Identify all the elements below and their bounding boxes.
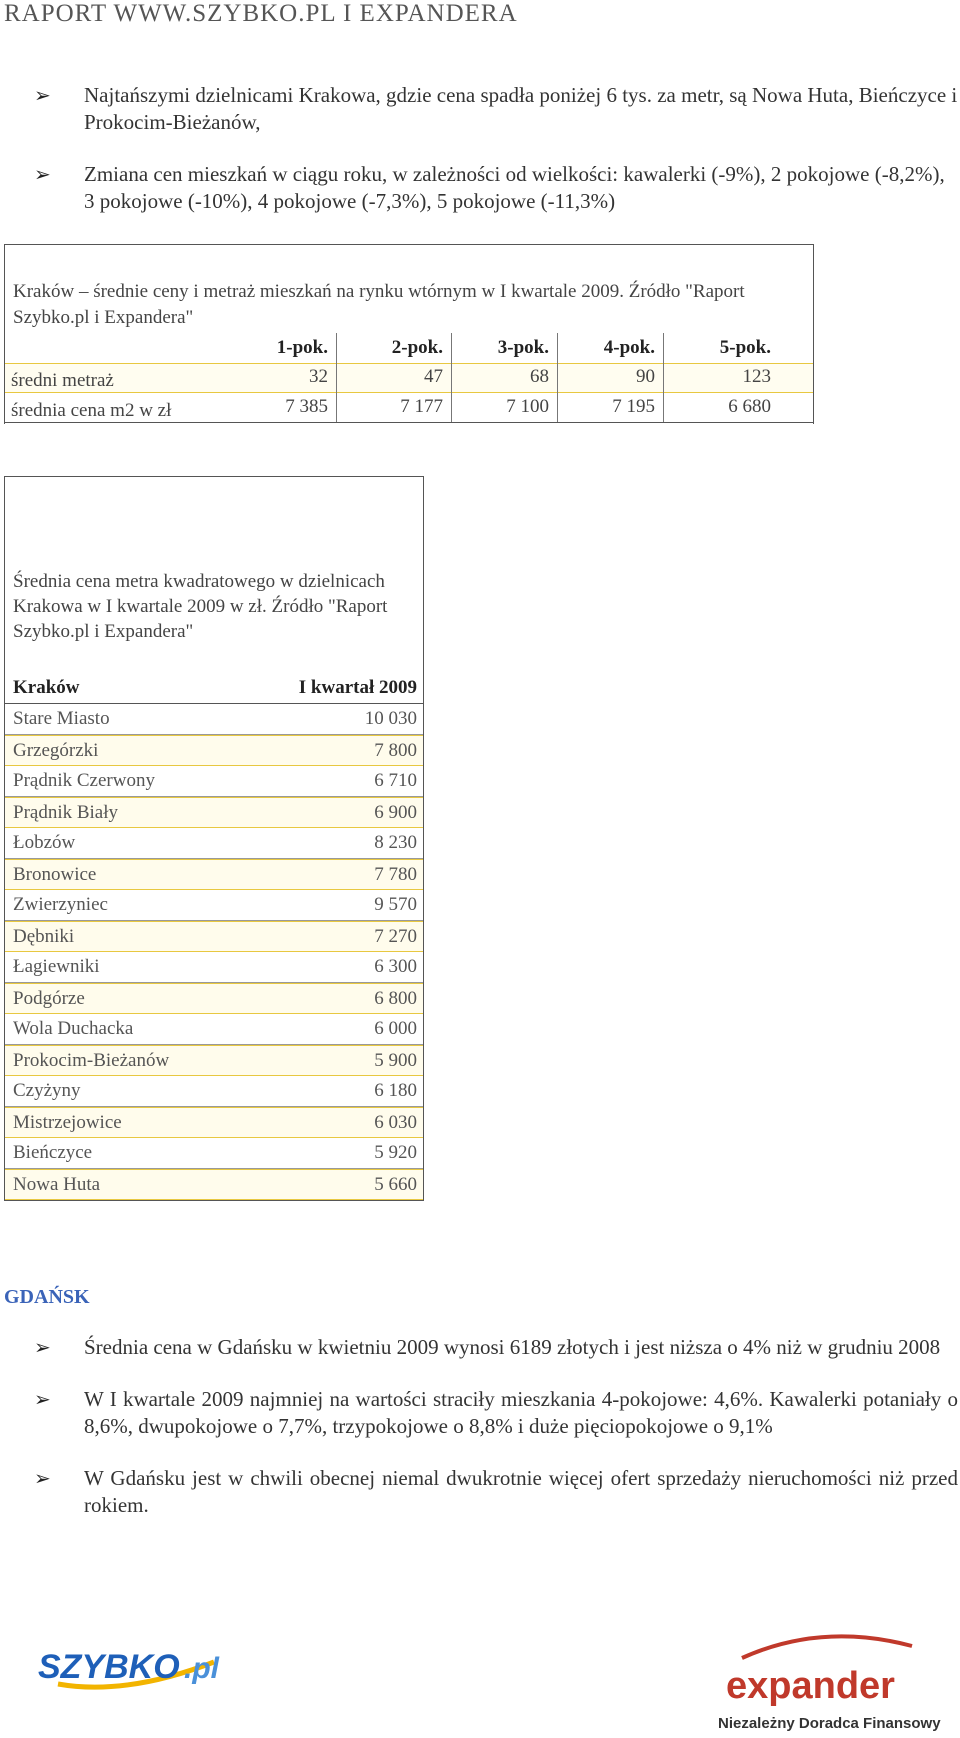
table-row bbox=[5, 1014, 423, 1045]
district-price: 6 710 bbox=[374, 770, 417, 791]
district-name: Mistrzejowice bbox=[13, 1111, 122, 1133]
table-cell: 7 100 bbox=[452, 392, 558, 422]
district-name: Czyżyny bbox=[13, 1080, 81, 1101]
district-name: Wola Duchacka bbox=[13, 1018, 134, 1039]
expander-tagline: Niezależny Doradca Finansowy bbox=[718, 1715, 941, 1732]
table-row bbox=[5, 766, 423, 797]
arrow-bullet-icon: ➢ bbox=[34, 1387, 51, 1411]
table-row bbox=[5, 393, 813, 423]
district-price: 7 780 bbox=[374, 863, 417, 885]
section-heading-gdansk: GDAŃSK bbox=[4, 1286, 90, 1308]
table-caption: Kraków – średnie ceny i metraż mieszkań na rynku wtórnym w I kwartale 2009. Źródło "Raport Szybko.pl i Expandera" bbox=[13, 281, 745, 328]
table-cell: 90 bbox=[558, 362, 664, 392]
table-row bbox=[5, 1107, 423, 1138]
district-price: 5 900 bbox=[374, 1049, 417, 1071]
row-label: średni metraż bbox=[11, 370, 114, 391]
district-name: Łagiewniki bbox=[13, 956, 100, 977]
district-name: Bronowice bbox=[13, 863, 97, 885]
expander-logo bbox=[712, 1628, 952, 1738]
gdansk-bullet-list bbox=[18, 1334, 958, 1519]
arrow-bullet-icon: ➢ bbox=[34, 1335, 51, 1359]
arrow-bullet-icon: ➢ bbox=[34, 162, 51, 186]
table-row bbox=[5, 1045, 423, 1076]
table-row bbox=[5, 735, 423, 766]
district-name: Bieńczyce bbox=[13, 1142, 93, 1163]
district-price: 5 660 bbox=[374, 1173, 417, 1195]
bullet-text: Zmiana cen mieszkań w ciągu roku, w zależności od wielkości: kawalerki (-9%), 2 pokojowe (-8,2%), 3 pokojowe (-10%), 4 pokojowe (-7,3%), 5 pokojowe (-11,3%) bbox=[84, 162, 945, 213]
column-header: 2-pok. bbox=[337, 333, 452, 363]
bullet-text: Średnia cena w Gdańsku w kwietniu 2009 wynosi 6189 złotych i jest niższa o 4% niż w grudniu 2008 bbox=[84, 1335, 941, 1359]
table-cell: 6 680 bbox=[728, 396, 771, 417]
district-price: 6 900 bbox=[374, 801, 417, 823]
district-price: 9 570 bbox=[374, 894, 417, 915]
district-price-table bbox=[4, 646, 424, 1201]
bullet-text: W I kwartale 2009 najmniej na wartości straciły mieszkania 4-pokojowe: 4,6%. Kawalerki potaniały o 8,6%, dwupokojowe o 7,7%, trzypokojowe o 8,8% i duże pięciopokojowe o 9,1% bbox=[84, 1387, 958, 1438]
district-name: Grzegórzki bbox=[13, 739, 99, 761]
table-row bbox=[5, 983, 423, 1014]
szybko-logo-text: SZYBKO bbox=[38, 1648, 180, 1686]
district-price: 7 270 bbox=[374, 925, 417, 947]
table-cell: 7 177 bbox=[337, 392, 452, 422]
row-label: średnia cena m2 w zł bbox=[11, 400, 172, 421]
column-header: 5-pok. bbox=[719, 337, 771, 358]
district-price: 7 800 bbox=[374, 739, 417, 761]
bullet-item bbox=[18, 82, 958, 136]
district-price: 6 030 bbox=[374, 1111, 417, 1133]
bullet-item bbox=[18, 161, 958, 215]
krakow-size-table bbox=[4, 244, 814, 424]
table-cell: 68 bbox=[452, 362, 558, 392]
district-price: 6 000 bbox=[374, 1018, 417, 1039]
district-price: 6 300 bbox=[374, 956, 417, 977]
table-cell: 123 bbox=[742, 366, 771, 387]
table-cell: 47 bbox=[337, 362, 452, 392]
table-row bbox=[5, 1138, 423, 1169]
table-row bbox=[5, 952, 423, 983]
district-name: Zwierzyniec bbox=[13, 894, 108, 915]
table-row bbox=[5, 797, 423, 828]
district-name: Łobzów bbox=[13, 832, 76, 853]
table-header-row bbox=[5, 646, 423, 704]
district-price: 6 180 bbox=[374, 1080, 417, 1101]
district-price: 6 800 bbox=[374, 987, 417, 1009]
column-header: Kraków bbox=[13, 677, 80, 698]
district-name: Prądnik Biały bbox=[13, 801, 119, 823]
bullet-item bbox=[18, 1334, 958, 1361]
arrow-bullet-icon: ➢ bbox=[34, 1466, 51, 1490]
district-price: 5 920 bbox=[374, 1142, 417, 1163]
bullet-item bbox=[18, 1465, 958, 1519]
table-caption: Średnia cena metra kwadratowego w dzielnicach Krakowa w I kwartale 2009 w zł. Źródło "Raport Szybko.pl i Expandera" bbox=[13, 571, 388, 642]
table-cell: 32 bbox=[222, 362, 337, 392]
bullet-text: Najtańszymi dzielnicami Krakowa, gdzie cena spadła poniżej 6 tys. za metr, są Nowa Huta, Bieńczyce i Prokocim-Bieżanów, bbox=[84, 83, 958, 134]
district-price: 10 030 bbox=[364, 708, 417, 729]
table-row bbox=[5, 1169, 423, 1200]
district-name: Podgórze bbox=[13, 987, 85, 1009]
table-row bbox=[5, 921, 423, 952]
table-row bbox=[5, 828, 423, 859]
expander-logo-text: expander bbox=[726, 1665, 895, 1707]
bullet-text: W Gdańsku jest w chwili obecnej niemal dwukrotnie więcej ofert sprzedaży nieruchomości niż przed rokiem. bbox=[84, 1466, 958, 1517]
table-row bbox=[5, 363, 813, 393]
district-name: Dębniki bbox=[13, 925, 75, 947]
table-grid bbox=[5, 333, 813, 423]
table-header-row bbox=[5, 333, 813, 363]
column-header: I kwartał 2009 bbox=[298, 677, 417, 698]
district-name: Nowa Huta bbox=[13, 1173, 101, 1195]
table-row bbox=[5, 890, 423, 921]
top-bullet-list bbox=[18, 82, 958, 215]
szybko-logo bbox=[36, 1644, 246, 1696]
bullet-item bbox=[18, 1386, 958, 1440]
table-row bbox=[5, 859, 423, 890]
svg-text:.pl: .pl bbox=[184, 1652, 219, 1685]
district-name: Stare Miasto bbox=[13, 708, 110, 729]
district-price: 8 230 bbox=[374, 832, 417, 853]
table-row bbox=[5, 1076, 423, 1107]
district-name: Prądnik Czerwony bbox=[13, 770, 155, 791]
table-cell: 7 385 bbox=[222, 392, 337, 422]
district-name: Prokocim-Bieżanów bbox=[13, 1049, 170, 1071]
page-header: RAPORT WWW.SZYBKO.PL I EXPANDERA bbox=[4, 0, 518, 27]
table-row bbox=[5, 704, 423, 735]
district-table-caption-box bbox=[4, 476, 424, 646]
column-header: 3-pok. bbox=[452, 333, 558, 363]
arrow-bullet-icon: ➢ bbox=[34, 83, 51, 107]
column-header: 1-pok. bbox=[222, 333, 337, 363]
table-cell: 7 195 bbox=[558, 392, 664, 422]
column-header: 4-pok. bbox=[558, 333, 664, 363]
